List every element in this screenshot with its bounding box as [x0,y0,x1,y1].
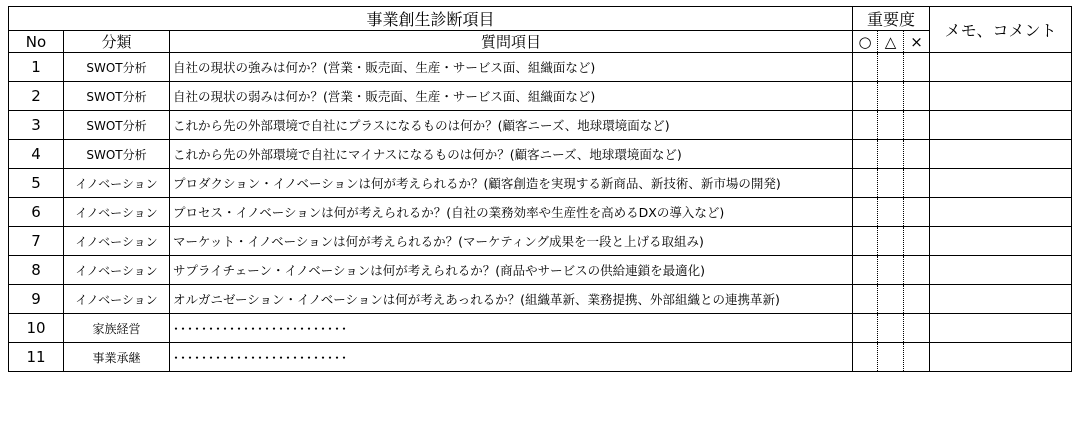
table-row [9,140,1072,169]
row-question: これから先の外部環境で自社にプラスになるものは何か？(顧客ニーズ、地球環境面など) [170,111,853,140]
memo-title: メモ、コメント [930,7,1072,53]
table-row [9,285,1072,314]
mark-circle-cell[interactable] [853,227,878,256]
mark-cross-cell[interactable] [904,314,930,343]
importance-title: 重要度 [853,7,930,31]
mark-cross-cell[interactable] [904,198,930,227]
row-no: 7 [9,227,64,256]
row-no: 5 [9,169,64,198]
mark-triangle-cell[interactable] [878,227,904,256]
mark-triangle-cell[interactable] [878,53,904,82]
mark-cross-cell[interactable] [904,227,930,256]
row-no: 4 [9,140,64,169]
mark-cross-cell[interactable] [904,111,930,140]
mark-triangle-cell[interactable] [878,140,904,169]
no-header: No [9,31,64,53]
row-category: SWOT分析 [64,53,170,82]
mark-triangle-cell[interactable] [878,343,904,372]
row-question: これから先の外部環境で自社にマイナスになるものは何か？(顧客ニーズ、地球環境面など) [170,140,853,169]
mark-circle-cell[interactable] [853,82,878,111]
category-header: 分類 [64,31,170,53]
row-category: イノベーション [64,285,170,314]
table-row [9,343,1072,372]
table-row [9,169,1072,198]
mark-circle-cell[interactable] [853,169,878,198]
mark-triangle-cell[interactable] [878,285,904,314]
mark-circle-cell[interactable] [853,53,878,82]
mark-circle-cell[interactable] [853,285,878,314]
row-category: SWOT分析 [64,111,170,140]
row-no: 3 [9,111,64,140]
question-header: 質問項目 [170,31,853,53]
row-category: SWOT分析 [64,82,170,111]
diagnosis-sheet [8,6,1072,372]
row-no: 8 [9,256,64,285]
row-question: サプライチェーン・イノベーションは何が考えられるか？(商品やサービスの供給連鎖を最適化) [170,256,853,285]
row-no: 6 [9,198,64,227]
row-no: 11 [9,343,64,372]
diagnosis-table [8,6,1072,372]
mark-circle-cell[interactable] [853,198,878,227]
mark-cross-cell[interactable] [904,53,930,82]
memo-cell[interactable] [930,343,1072,372]
mark-cross-cell[interactable] [904,343,930,372]
table-row [9,198,1072,227]
mark-cross-cell[interactable] [904,82,930,111]
mark-cross-cell[interactable] [904,256,930,285]
mark-triangle-cell[interactable] [878,314,904,343]
memo-cell[interactable] [930,256,1072,285]
row-no: 9 [9,285,64,314]
mark-cross-header: × [904,31,930,53]
table-row [9,314,1072,343]
mark-cross-cell[interactable] [904,285,930,314]
mark-circle-header: ○ [853,31,878,53]
memo-cell[interactable] [930,140,1072,169]
row-question: マーケット・イノベーションは何が考えられるか？(マーケティング成果を一段と上げる取組み) [170,227,853,256]
mark-circle-cell[interactable] [853,140,878,169]
memo-cell[interactable] [930,82,1072,111]
row-question: ･････････････････････････ [170,343,853,372]
table-row [9,82,1072,111]
table-row [9,53,1072,82]
mark-triangle-cell[interactable] [878,169,904,198]
mark-triangle-cell[interactable] [878,82,904,111]
section-title: 事業創生診断項目 [9,7,853,31]
row-no: 2 [9,82,64,111]
row-category: イノベーション [64,256,170,285]
row-category: イノベーション [64,227,170,256]
memo-cell[interactable] [930,314,1072,343]
mark-triangle-cell[interactable] [878,256,904,285]
row-category: 家族経営 [64,314,170,343]
memo-cell[interactable] [930,227,1072,256]
memo-cell[interactable] [930,169,1072,198]
row-no: 10 [9,314,64,343]
row-category: イノベーション [64,169,170,198]
table-row [9,111,1072,140]
row-question: 自社の現状の強みは何か？(営業・販売面、生産・サービス面、組織面など) [170,53,853,82]
mark-triangle-header: △ [878,31,904,53]
memo-cell[interactable] [930,111,1072,140]
table-row [9,227,1072,256]
row-question: プロセス・イノベーションは何が考えられるか？(自社の業務効率や生産性を高めるDXの導入など) [170,198,853,227]
mark-triangle-cell[interactable] [878,198,904,227]
mark-circle-cell[interactable] [853,343,878,372]
mark-triangle-cell[interactable] [878,111,904,140]
mark-circle-cell[interactable] [853,111,878,140]
row-question: オルガニゼーション・イノベーションは何が考えあっれるか？(組織革新、業務提携、外部組織との連携革新) [170,285,853,314]
table-row [9,256,1072,285]
mark-cross-cell[interactable] [904,140,930,169]
memo-cell[interactable] [930,285,1072,314]
row-question: ･････････････････････････ [170,314,853,343]
row-question: 自社の現状の弱みは何か？(営業・販売面、生産・サービス面、組織面など) [170,82,853,111]
row-category: 事業承継 [64,343,170,372]
question-rows [9,53,1072,372]
row-question: プロダクション・イノベーションは何が考えられるか？(顧客創造を実現する新商品、新技術、新市場の開発) [170,169,853,198]
memo-cell[interactable] [930,198,1072,227]
mark-circle-cell[interactable] [853,314,878,343]
mark-circle-cell[interactable] [853,256,878,285]
row-category: SWOT分析 [64,140,170,169]
mark-cross-cell[interactable] [904,169,930,198]
row-category: イノベーション [64,198,170,227]
row-no: 1 [9,53,64,82]
memo-cell[interactable] [930,53,1072,82]
